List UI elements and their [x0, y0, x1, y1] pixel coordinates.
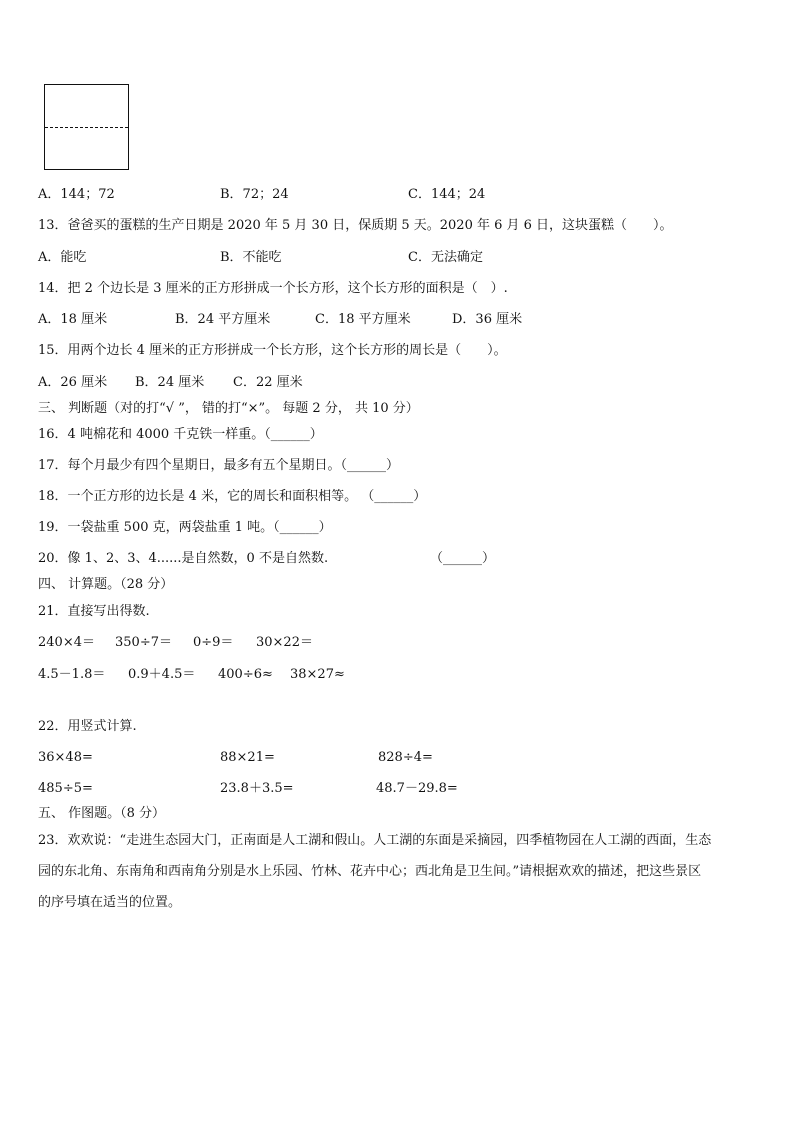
q21-item: 38×27≈: [290, 667, 345, 682]
q18: 18．一个正方形的边长是 4 米，它的周长和面积相等。 （______）: [38, 489, 427, 504]
q21-item: 4.5－1.8＝: [38, 667, 106, 682]
q21-item: 400÷6≈: [218, 667, 273, 682]
q15-stem: 15．用两个边长 4 厘米的正方形拼成一个长方形，这个长方形的周长是（ ）。: [38, 343, 507, 358]
section-4-heading: 四、 计算题。（28 分）: [38, 577, 174, 592]
q12-option-b: B．72；24: [220, 187, 289, 202]
q14-option-a: A．18 厘米: [38, 312, 108, 327]
q15-option-c: C．22 厘米: [233, 375, 303, 390]
q23-line: 园的东北角、东南角和西南角分别是水上乐园、竹林、花卉中心；西北角是卫生间。”请根据欢欢的描述，把这些景区: [38, 864, 702, 879]
q13-stem: 13．爸爸买的蛋糕的生产日期是 2020 年 5 月 30 日，保质期 5 天。2020 年 6 月 6 日，这块蛋糕（ ）。: [38, 218, 673, 233]
dashed-fold-line: [45, 127, 128, 128]
section-3-heading: 三、 判断题（对的打“√ ”， 错的打“×”。 每题 2 分， 共 10 分）: [38, 401, 419, 416]
section-5-heading: 五、 作图题。（8 分）: [38, 806, 166, 821]
q14-option-d: D．36 厘米: [452, 312, 523, 327]
q12-option-a: A．144；72: [38, 187, 115, 202]
q15-option-a: A．26 厘米: [38, 375, 108, 390]
q20-stem: 20．像 1、2、3、4......是自然数，0 不是自然数.: [38, 551, 329, 566]
q13-option-b: B．不能吃: [220, 250, 282, 265]
q22-item: 48.7－29.8=: [376, 781, 458, 796]
q12-option-c: C．144；24: [408, 187, 486, 202]
q13-option-a: A．能吃: [38, 250, 87, 265]
q22-stem: 22．用竖式计算.: [38, 719, 137, 734]
q14-option-b: B．24 平方厘米: [175, 312, 271, 327]
q22-item: 828÷4=: [378, 750, 433, 765]
q21-item: 240×4＝: [38, 635, 95, 650]
q22-item: 36×48=: [38, 750, 93, 765]
q15-option-b: B．24 厘米: [135, 375, 205, 390]
q21-item: 350÷7＝: [115, 635, 172, 650]
q16: 16．4 吨棉花和 4000 千克铁一样重。（______）: [38, 427, 323, 442]
q14-option-c: C．18 平方厘米: [315, 312, 411, 327]
q13-option-c: C．无法确定: [408, 250, 483, 265]
q21-item: 30×22＝: [256, 635, 313, 650]
q22-item: 485÷5=: [38, 781, 93, 796]
q21-item: 0÷9＝: [193, 635, 234, 650]
q19: 19．一袋盐重 500 克，两袋盐重 1 吨。（______）: [38, 520, 332, 535]
q20-blank: （______）: [430, 551, 496, 566]
rectangle-figure: [44, 84, 129, 170]
q22-item: 88×21=: [220, 750, 275, 765]
q23-line: 的序号填在适当的位置。: [38, 895, 182, 910]
q21-item: 0.9＋4.5＝: [128, 667, 196, 682]
q21-stem: 21．直接写出得数.: [38, 604, 150, 619]
q14-stem: 14．把 2 个边长是 3 厘米的正方形拼成一个长方形，这个长方形的面积是（ ）.: [38, 281, 508, 296]
q17: 17．每个月最少有四个星期日，最多有五个星期日。（______）: [38, 458, 400, 473]
q22-item: 23.8＋3.5=: [220, 781, 294, 796]
q23-line: 23．欢欢说：“走进生态园大门，正南面是人工湖和假山。人工湖的东面是采摘园，四季植物园在人工湖的西面，生态: [38, 833, 712, 848]
